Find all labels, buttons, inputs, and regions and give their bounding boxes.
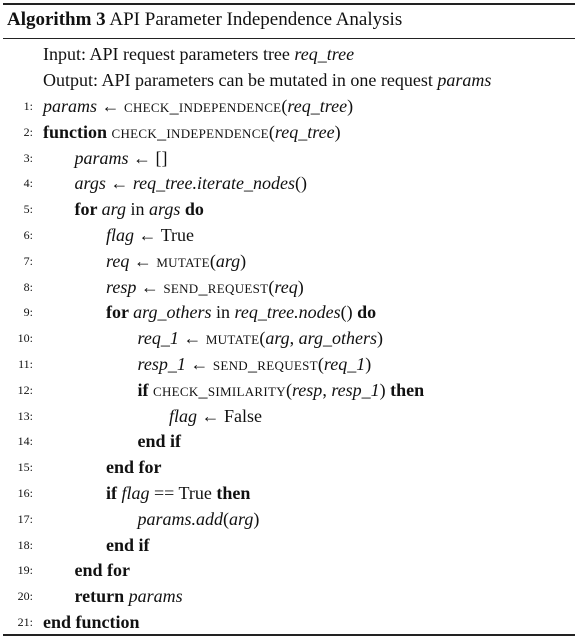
variable: flag xyxy=(169,405,198,426)
line-number: 15: xyxy=(17,460,33,475)
line-number: 6: xyxy=(23,228,33,242)
variable: req_tree.nodes xyxy=(234,302,341,323)
line-code xyxy=(169,404,262,428)
line-code xyxy=(138,507,260,531)
keyword: then xyxy=(390,379,425,400)
variable: flag xyxy=(106,225,135,245)
line-number: 10: xyxy=(17,331,33,346)
code-text: ) xyxy=(347,96,354,116)
line-code xyxy=(106,223,194,247)
line-code xyxy=(138,429,182,453)
variable: arg xyxy=(101,199,127,220)
code-line xyxy=(3,146,575,170)
code-text: ) xyxy=(297,276,304,297)
line-number: 21: xyxy=(17,615,33,629)
code-line xyxy=(3,94,575,118)
variable: req xyxy=(106,250,130,271)
code-text: ← [] xyxy=(128,147,168,168)
line-code xyxy=(138,352,372,376)
code-line xyxy=(3,300,575,324)
keyword: end for xyxy=(74,560,130,581)
code-line xyxy=(3,533,575,557)
code-text: ← True xyxy=(134,225,195,245)
code-text: ) xyxy=(365,354,372,374)
bottom-rule xyxy=(3,634,575,636)
variable: arg xyxy=(229,508,254,529)
variable: flag xyxy=(121,483,150,503)
code-text: () xyxy=(294,173,307,194)
code-text: ( xyxy=(285,379,292,400)
variable: args xyxy=(149,199,181,220)
line-code xyxy=(75,197,204,221)
line-number: 18: xyxy=(17,537,33,552)
line-number: 11: xyxy=(18,357,33,371)
code-line xyxy=(3,404,575,428)
variable: req xyxy=(274,276,298,297)
code-text: ) xyxy=(377,328,383,349)
variable: arg_others xyxy=(133,302,212,323)
variable: arg xyxy=(265,328,290,349)
code-text: ) xyxy=(379,379,391,400)
variable: req_tree xyxy=(274,121,335,142)
variable: req_1 xyxy=(323,354,366,374)
line-number: 9: xyxy=(23,305,33,320)
line-code xyxy=(138,378,425,402)
line-number: 5: xyxy=(23,202,33,217)
code-line xyxy=(3,429,575,453)
code-text: == True xyxy=(149,483,217,503)
line-number: 1: xyxy=(23,99,33,113)
output-line: Output: API parameters can be mutated in one request params xyxy=(43,70,492,90)
code-line xyxy=(3,558,575,582)
variable: resp xyxy=(106,276,137,297)
keyword: do xyxy=(357,302,377,323)
function-name: mutate xyxy=(156,250,210,271)
code-text: in xyxy=(126,199,150,220)
code-line xyxy=(3,249,575,273)
code-line xyxy=(3,610,575,634)
code-text: ( xyxy=(259,328,266,349)
line-number: 13: xyxy=(17,408,33,423)
code-text: ← xyxy=(105,173,133,194)
variable: req_tree xyxy=(287,96,348,116)
code-text: , xyxy=(322,379,332,400)
keyword: if xyxy=(106,483,122,503)
code-line xyxy=(3,223,575,247)
keyword: if xyxy=(137,379,153,400)
code-text: ( xyxy=(268,276,275,297)
variable: params xyxy=(43,96,98,116)
keyword: end for xyxy=(106,457,162,478)
code-text: ← xyxy=(129,250,157,271)
code-text: ( xyxy=(281,96,288,116)
line-code xyxy=(106,533,150,557)
variable: params xyxy=(74,147,129,168)
keyword: for xyxy=(74,199,102,220)
code-text: ( xyxy=(223,508,230,529)
variable: arg xyxy=(215,250,241,271)
keyword: end if xyxy=(106,534,150,555)
function-name: check_independence xyxy=(111,121,269,142)
code-text: ) xyxy=(253,508,260,529)
code-line xyxy=(3,378,575,402)
code-line xyxy=(3,455,575,479)
code-text: ← xyxy=(136,276,164,297)
line-code xyxy=(43,94,353,118)
variable: resp_1 xyxy=(137,354,186,374)
keyword: return xyxy=(74,586,129,607)
line-code xyxy=(106,275,304,299)
keyword: end function xyxy=(43,612,140,632)
keyword: for xyxy=(106,302,134,323)
line-code xyxy=(106,249,246,273)
variable: args xyxy=(74,173,106,194)
algorithm-label: Algorithm 3 xyxy=(7,9,106,30)
variable: req_tree.iterate_nodes xyxy=(132,173,295,194)
line-code xyxy=(75,146,168,170)
code-text: ← xyxy=(178,328,206,349)
line-number: 19: xyxy=(17,563,33,578)
line-number: 12: xyxy=(17,382,33,397)
line-code xyxy=(106,300,376,324)
function-name: mutate xyxy=(205,328,260,349)
code-line xyxy=(3,197,575,221)
code-text: ( xyxy=(209,250,216,271)
code-text: in xyxy=(211,302,235,323)
code-text: ← xyxy=(97,96,125,116)
code-text: ( xyxy=(268,121,275,142)
line-number: 16: xyxy=(17,486,33,500)
code-line xyxy=(3,326,575,350)
code-text: ← xyxy=(185,354,213,374)
algorithm-title: API Parameter Independence Analysis xyxy=(109,9,403,30)
line-code xyxy=(75,171,307,195)
variable: params.add xyxy=(137,508,224,529)
function-name: send_request xyxy=(212,354,318,374)
algorithm-caption xyxy=(7,9,402,31)
code-text: ) xyxy=(240,250,247,271)
code-line xyxy=(3,507,575,531)
variable: req_1 xyxy=(137,328,179,349)
line-code xyxy=(43,610,140,634)
line-number: 8: xyxy=(23,279,33,294)
code-line xyxy=(3,481,575,505)
code-text: , xyxy=(289,328,299,349)
caption-rule xyxy=(3,38,575,39)
variable: arg_others xyxy=(298,328,377,349)
function-name: send_request xyxy=(163,276,269,297)
line-code xyxy=(43,120,341,144)
line-number: 7: xyxy=(23,253,33,268)
function-name: check_independence xyxy=(124,96,282,116)
variable: resp xyxy=(291,379,323,400)
line-number: 14: xyxy=(17,434,33,449)
keyword: function xyxy=(43,121,112,142)
variable: resp_1 xyxy=(331,379,380,400)
line-code xyxy=(106,481,250,505)
line-code xyxy=(106,455,162,479)
variable: params xyxy=(128,586,183,607)
function-name: check_similarity xyxy=(153,379,286,400)
line-number: 17: xyxy=(17,511,33,526)
code-text: ) xyxy=(334,121,341,142)
line-code xyxy=(75,584,183,608)
code-line xyxy=(3,352,575,376)
keyword: do xyxy=(180,199,204,220)
line-number: 2: xyxy=(23,124,33,139)
line-number: 3: xyxy=(23,150,33,165)
code-text: ( xyxy=(317,354,324,374)
code-text: ← False xyxy=(197,405,263,426)
input-line: Input: API request parameters tree req_tree xyxy=(43,44,355,64)
code-text: () xyxy=(340,302,358,323)
code-line xyxy=(3,275,575,299)
algorithm-block xyxy=(3,3,575,633)
line-number: 4: xyxy=(23,176,33,191)
keyword: end if xyxy=(137,431,182,452)
code-line xyxy=(3,171,575,195)
keyword: then xyxy=(216,483,251,503)
line-code xyxy=(138,326,384,350)
top-rule xyxy=(3,3,575,5)
code-line xyxy=(3,584,575,608)
code-line xyxy=(3,120,575,144)
line-code xyxy=(75,558,131,582)
line-number: 20: xyxy=(17,589,33,604)
